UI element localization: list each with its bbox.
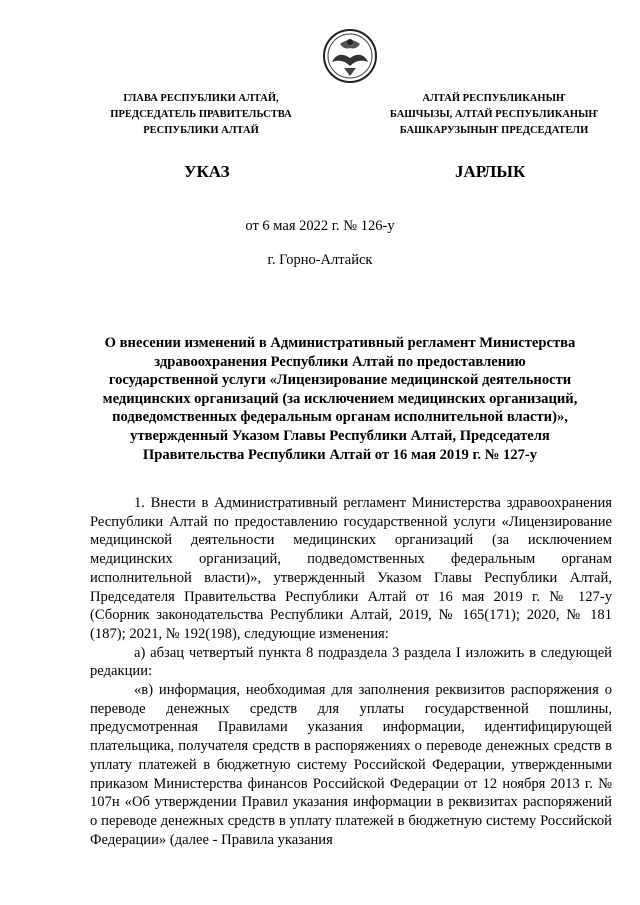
coat-of-arms-icon xyxy=(318,28,382,84)
header-left-line: ПРЕДСЕДАТЕЛЬ ПРАВИТЕЛЬСТВА xyxy=(110,109,292,120)
date-line: от 6 мая 2022 г. № 126-у xyxy=(245,218,395,234)
decree-title-russian: УКАЗ xyxy=(184,162,230,181)
header-right xyxy=(364,91,624,139)
decree-title-altai: JАРЛЫК xyxy=(455,162,526,181)
document-title: О внесении изменений в Административный регламент Министерства здравоохранения Республики Алтай по предоставлению государственной услуги «Лицензирование медицинской деятельности медицинских организаций (за исключением медицинских организаций, подведомственных федеральным органам исполнительной власти)», утвержденный Указом Главы Республики Алтай, Председателя Правительства Республики Алтай от 16 мая 2019 г. № 127-у xyxy=(102,335,578,463)
header-left xyxy=(78,91,324,139)
header-left-line: ГЛАВА РЕСПУБЛИКИ АЛТАЙ, xyxy=(123,93,279,104)
paragraph: «в) информация, необходимая для заполнения реквизитов распоряжения о переводе денежных средств для уплаты государственной пошлины, предусмотренная Правилами указания информации, идентифицирующей плательщика, получателя средств в распоряжениях о переводе денежных средств в уплату платежей в бюджетную систему Российской Федерации, утвержденными приказом Министерства финансов Российской Федерации от 12 ноября 2013 г. № 107н «Об утверждении Правил указания информации в реквизитах распоряжений о переводе денежных средств в уплату платежей в бюджетную систему Российской Федерации» (далее - Правила указания xyxy=(90,682,612,848)
header-left-line: РЕСПУБЛИКИ АЛТАЙ xyxy=(143,125,259,136)
document-body xyxy=(90,494,612,849)
header-right-line: БАШЧЫЗЫ, АЛТАЙ РЕСПУБЛИКАНЫҤ xyxy=(389,109,599,120)
city-line: г. Горно-Алтайск xyxy=(267,252,373,268)
paragraph: а) абзац четвертый пункта 8 подраздела 3 раздела I изложить в следующей редакции: xyxy=(90,644,612,680)
header-right-line: АЛТАЙ РЕСПУБЛИКАНЫҤ xyxy=(422,93,566,104)
paragraph: 1. Внести в Административный регламент Министерства здравоохранения Республики Алтай по предоставлению государственной услуги «Лицензирование медицинской деятельности медицинских организаций (за исключением медицинских организаций, подведомственных федеральным органам исполнительной власти)», утвержденный Указом Главы Республики Алтай, Председателя Правительства Республики Алтай от 16 мая 2019 г. № 127-у (Сборник законодательства Республики Алтай, 2019, № 165(171); 2020, № 181 (187); 2021, № 192(198), следующие изменения: xyxy=(90,495,612,642)
header-right-line: БАШКАРУЗЫНЫҤ ПРЕДСЕДАТЕЛИ xyxy=(399,125,589,136)
